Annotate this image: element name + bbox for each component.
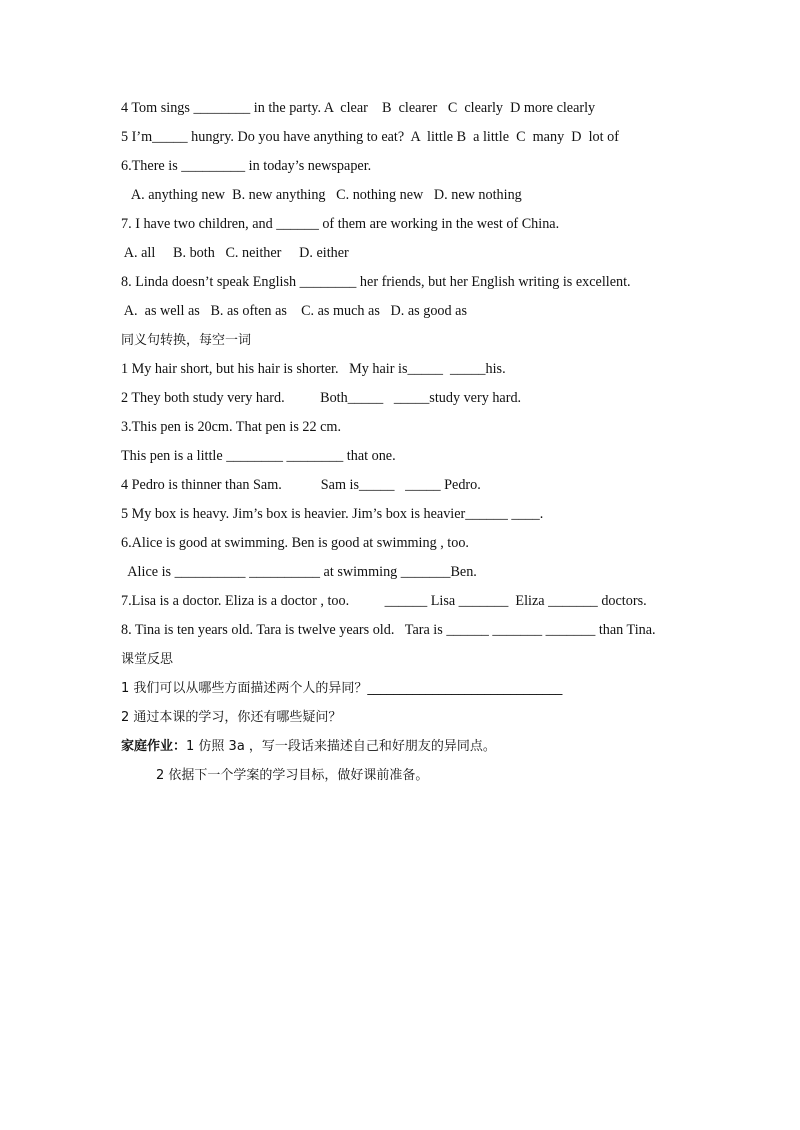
conversion-1-hair: 1 My hair short, but his hair is shorter. My hair is_____ _____his. — [121, 361, 506, 377]
reflection-question-1: 1 我们可以从哪些方面描述两个人的异同？______________________________ — [121, 681, 563, 696]
question-6-options: A. anything new B. new anything C. nothing new D. new nothing — [121, 187, 522, 203]
conversion-3-answer: This pen is a little ________ ________ that one. — [121, 448, 396, 464]
conversion-6-alice: 6.Alice is good at swimming. Ben is good at swimming , too. — [121, 535, 469, 551]
question-7-options: A. all B. both C. neither D. either — [121, 245, 349, 261]
conversion-8-tina: 8. Tina is ten years old. Tara is twelve years old. Tara is ______ _______ _______ than Tina. — [121, 622, 656, 638]
question-5-hungry: 5 I’m_____ hungry. Do you have anything to eat? A little B a little C many D lot of — [121, 129, 619, 145]
question-8-options: A. as well as B. as often as C. as much as D. as good as — [121, 303, 467, 319]
conversion-2-study: 2 They both study very hard. Both_____ _____study very hard. — [121, 390, 522, 406]
homework-line-1 — [121, 738, 496, 756]
conversion-5-box: 5 My box is heavy. Jim’s box is heavier. Jim’s box is heavier______ ____. — [121, 506, 544, 522]
conversion-6-answer: Alice is __________ __________ at swimming _______Ben. — [121, 564, 477, 580]
conversion-7-lisa: 7.Lisa is a doctor. Eliza is a doctor , too. ______ Lisa _______ Eliza _______ doctors. — [121, 593, 647, 609]
homework-item-2: 2 依据下一个学案的学习目标，做好课前准备。 — [156, 768, 429, 783]
section-title-synonym-conversion: 同义句转换，每空一词 — [121, 333, 252, 348]
question-8-linda: 8. Linda doesn’t speak English ________ her friends, but her English writing is excellent. — [121, 274, 631, 290]
reflection-question-2: 2 通过本课的学习，你还有哪些疑问？ — [121, 710, 342, 725]
conversion-3-pen: 3.This pen is 20cm. That pen is 22 cm. — [121, 419, 342, 435]
conversion-4-pedro: 4 Pedro is thinner than Sam. Sam is_____ _____ Pedro. — [121, 477, 481, 493]
section-title-class-reflection: 课堂反思 — [121, 652, 174, 667]
homework-item-1: 1 仿照 3a ，写一段话来描述自己和好朋友的异同点。 — [186, 739, 496, 754]
question-7-children: 7. I have two children, and ______ of them are working in the west of China. — [121, 216, 560, 232]
question-6-newspaper: 6.There is _________ in today’s newspaper. — [121, 158, 372, 174]
question-4-tom-sings: 4 Tom sings ________ in the party. A clear B clearer C clearly D more clearly — [121, 100, 596, 116]
homework-label: 家庭作业： — [121, 739, 187, 754]
